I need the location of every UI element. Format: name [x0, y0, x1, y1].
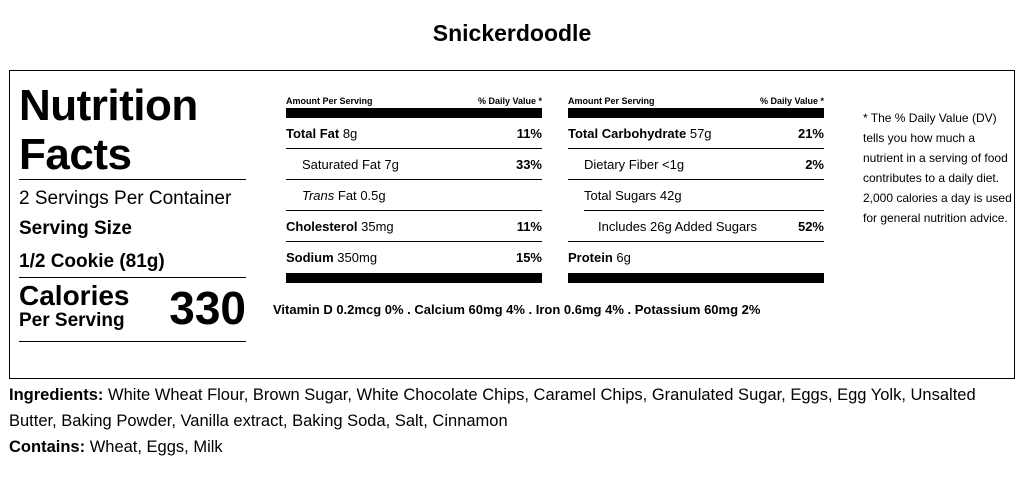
- thick-divider: [286, 108, 542, 118]
- nutrient-row-total-sugars: [568, 180, 824, 211]
- servings-per-container: 2 Servings Per Container: [19, 188, 232, 209]
- allergens: [9, 434, 223, 460]
- divider: [19, 341, 246, 342]
- heading-line-1: Nutrition: [19, 81, 198, 130]
- nutrient-row-total-carbohydrate: [568, 118, 824, 149]
- nutrient-name: Dietary Fiber: [584, 156, 659, 172]
- amount-header: Amount Per Serving: [286, 96, 373, 106]
- amount-header: Amount Per Serving: [568, 96, 655, 106]
- nutrient-row-trans-fat: [286, 180, 542, 211]
- nutrient-dv: 21%: [797, 125, 824, 141]
- nutrient-name: Sodium: [286, 250, 334, 265]
- nutrition-facts-header: [19, 81, 246, 342]
- nutrient-row-saturated-fat: [286, 149, 542, 180]
- nutrient-name: Cholesterol: [286, 218, 358, 234]
- thick-divider: [286, 273, 542, 283]
- calories-label: Calories: [19, 280, 130, 311]
- nutrition-facts-heading: [19, 81, 246, 179]
- product-title: Snickerdoodle: [432, 20, 592, 46]
- nutrient-dv: 11%: [516, 218, 542, 234]
- nutrient-name: Protein: [568, 250, 613, 265]
- nutrient-name: Total Sugars: [584, 188, 657, 203]
- nutrient-name-suffix: Fat: [337, 187, 357, 203]
- heading-line-2: Facts: [19, 130, 132, 179]
- nutrient-name: Includes 26g Added Sugars: [598, 218, 758, 234]
- contains-label: Contains:: [9, 438, 86, 456]
- nutrient-table-left: [286, 96, 542, 283]
- nutrient-amount: 42g: [659, 188, 682, 203]
- nutrient-name: Trans: [302, 187, 335, 203]
- nutrient-dv: 15%: [515, 250, 542, 265]
- nutrient-dv: 2%: [805, 156, 824, 172]
- nutrient-amount: 350mg: [337, 250, 378, 265]
- nutrient-amount: 6g: [616, 250, 631, 265]
- nutrition-label: [9, 70, 1015, 379]
- nutrient-amount: 8g: [342, 125, 358, 141]
- nutrient-name: Total Fat: [286, 125, 340, 141]
- nutrient-name: Total Carbohydrate: [568, 125, 687, 141]
- daily-value-footnote: * The % Daily Value (DV) tells you how much a nutrient in a serving of food contributes to a daily diet. 2,000 calories a day is used for general nutrition advice.: [863, 111, 1012, 225]
- calories-value: 330: [169, 282, 246, 334]
- contains-text: Wheat, Eggs, Milk: [89, 438, 223, 456]
- dv-header: % Daily Value *: [759, 96, 824, 106]
- nutrient-amount: <1g: [662, 156, 685, 172]
- nutrient-amount: 0.5g: [360, 187, 386, 203]
- nutrient-amount: 57g: [689, 125, 712, 141]
- divider: [19, 179, 246, 180]
- thick-divider: [568, 108, 824, 118]
- calories-row: [19, 278, 246, 341]
- ingredients-label: Ingredients:: [9, 386, 104, 404]
- vitamins-minerals-line: Vitamin D 0.2mcg 0% . Calcium 60mg 4% . Iron 0.6mg 4% . Potassium 60mg 2%: [273, 302, 761, 317]
- nutrient-table-right: [568, 96, 824, 283]
- ingredients: [9, 382, 1015, 434]
- nutrient-dv: 11%: [516, 125, 542, 141]
- nutrient-amount: 7g: [384, 156, 399, 172]
- nutrient-amount: 35mg: [361, 218, 394, 234]
- nutrient-row-added-sugars: [568, 211, 824, 242]
- thick-divider: [568, 273, 824, 283]
- nutrient-dv: 52%: [797, 218, 824, 234]
- serving-size-value: 1/2 Cookie (81g): [19, 251, 165, 272]
- nutrient-row-protein: [568, 242, 824, 273]
- nutrient-row-dietary-fiber: [568, 149, 824, 180]
- nutrient-row-sodium: [286, 242, 542, 273]
- serving-size-label: Serving Size: [19, 218, 132, 239]
- nutrient-dv: 33%: [515, 156, 542, 172]
- nutrient-name: Saturated Fat: [302, 156, 381, 172]
- nutrient-row-cholesterol: [286, 211, 542, 242]
- calories-sub-label: Per Serving: [19, 310, 125, 331]
- nutrient-row-total-fat: [286, 118, 542, 149]
- dv-header: % Daily Value *: [477, 96, 542, 106]
- table-header: [286, 96, 542, 108]
- table-header: [568, 96, 824, 108]
- ingredients-text: White Wheat Flour, Brown Sugar, White Chocolate Chips, Caramel Chips, Granulated Sugar, Eggs, Egg Yolk, Unsalted Butter, Baking Powder, Vanilla extract, Baking Soda, Salt, Cinnamon: [9, 386, 976, 430]
